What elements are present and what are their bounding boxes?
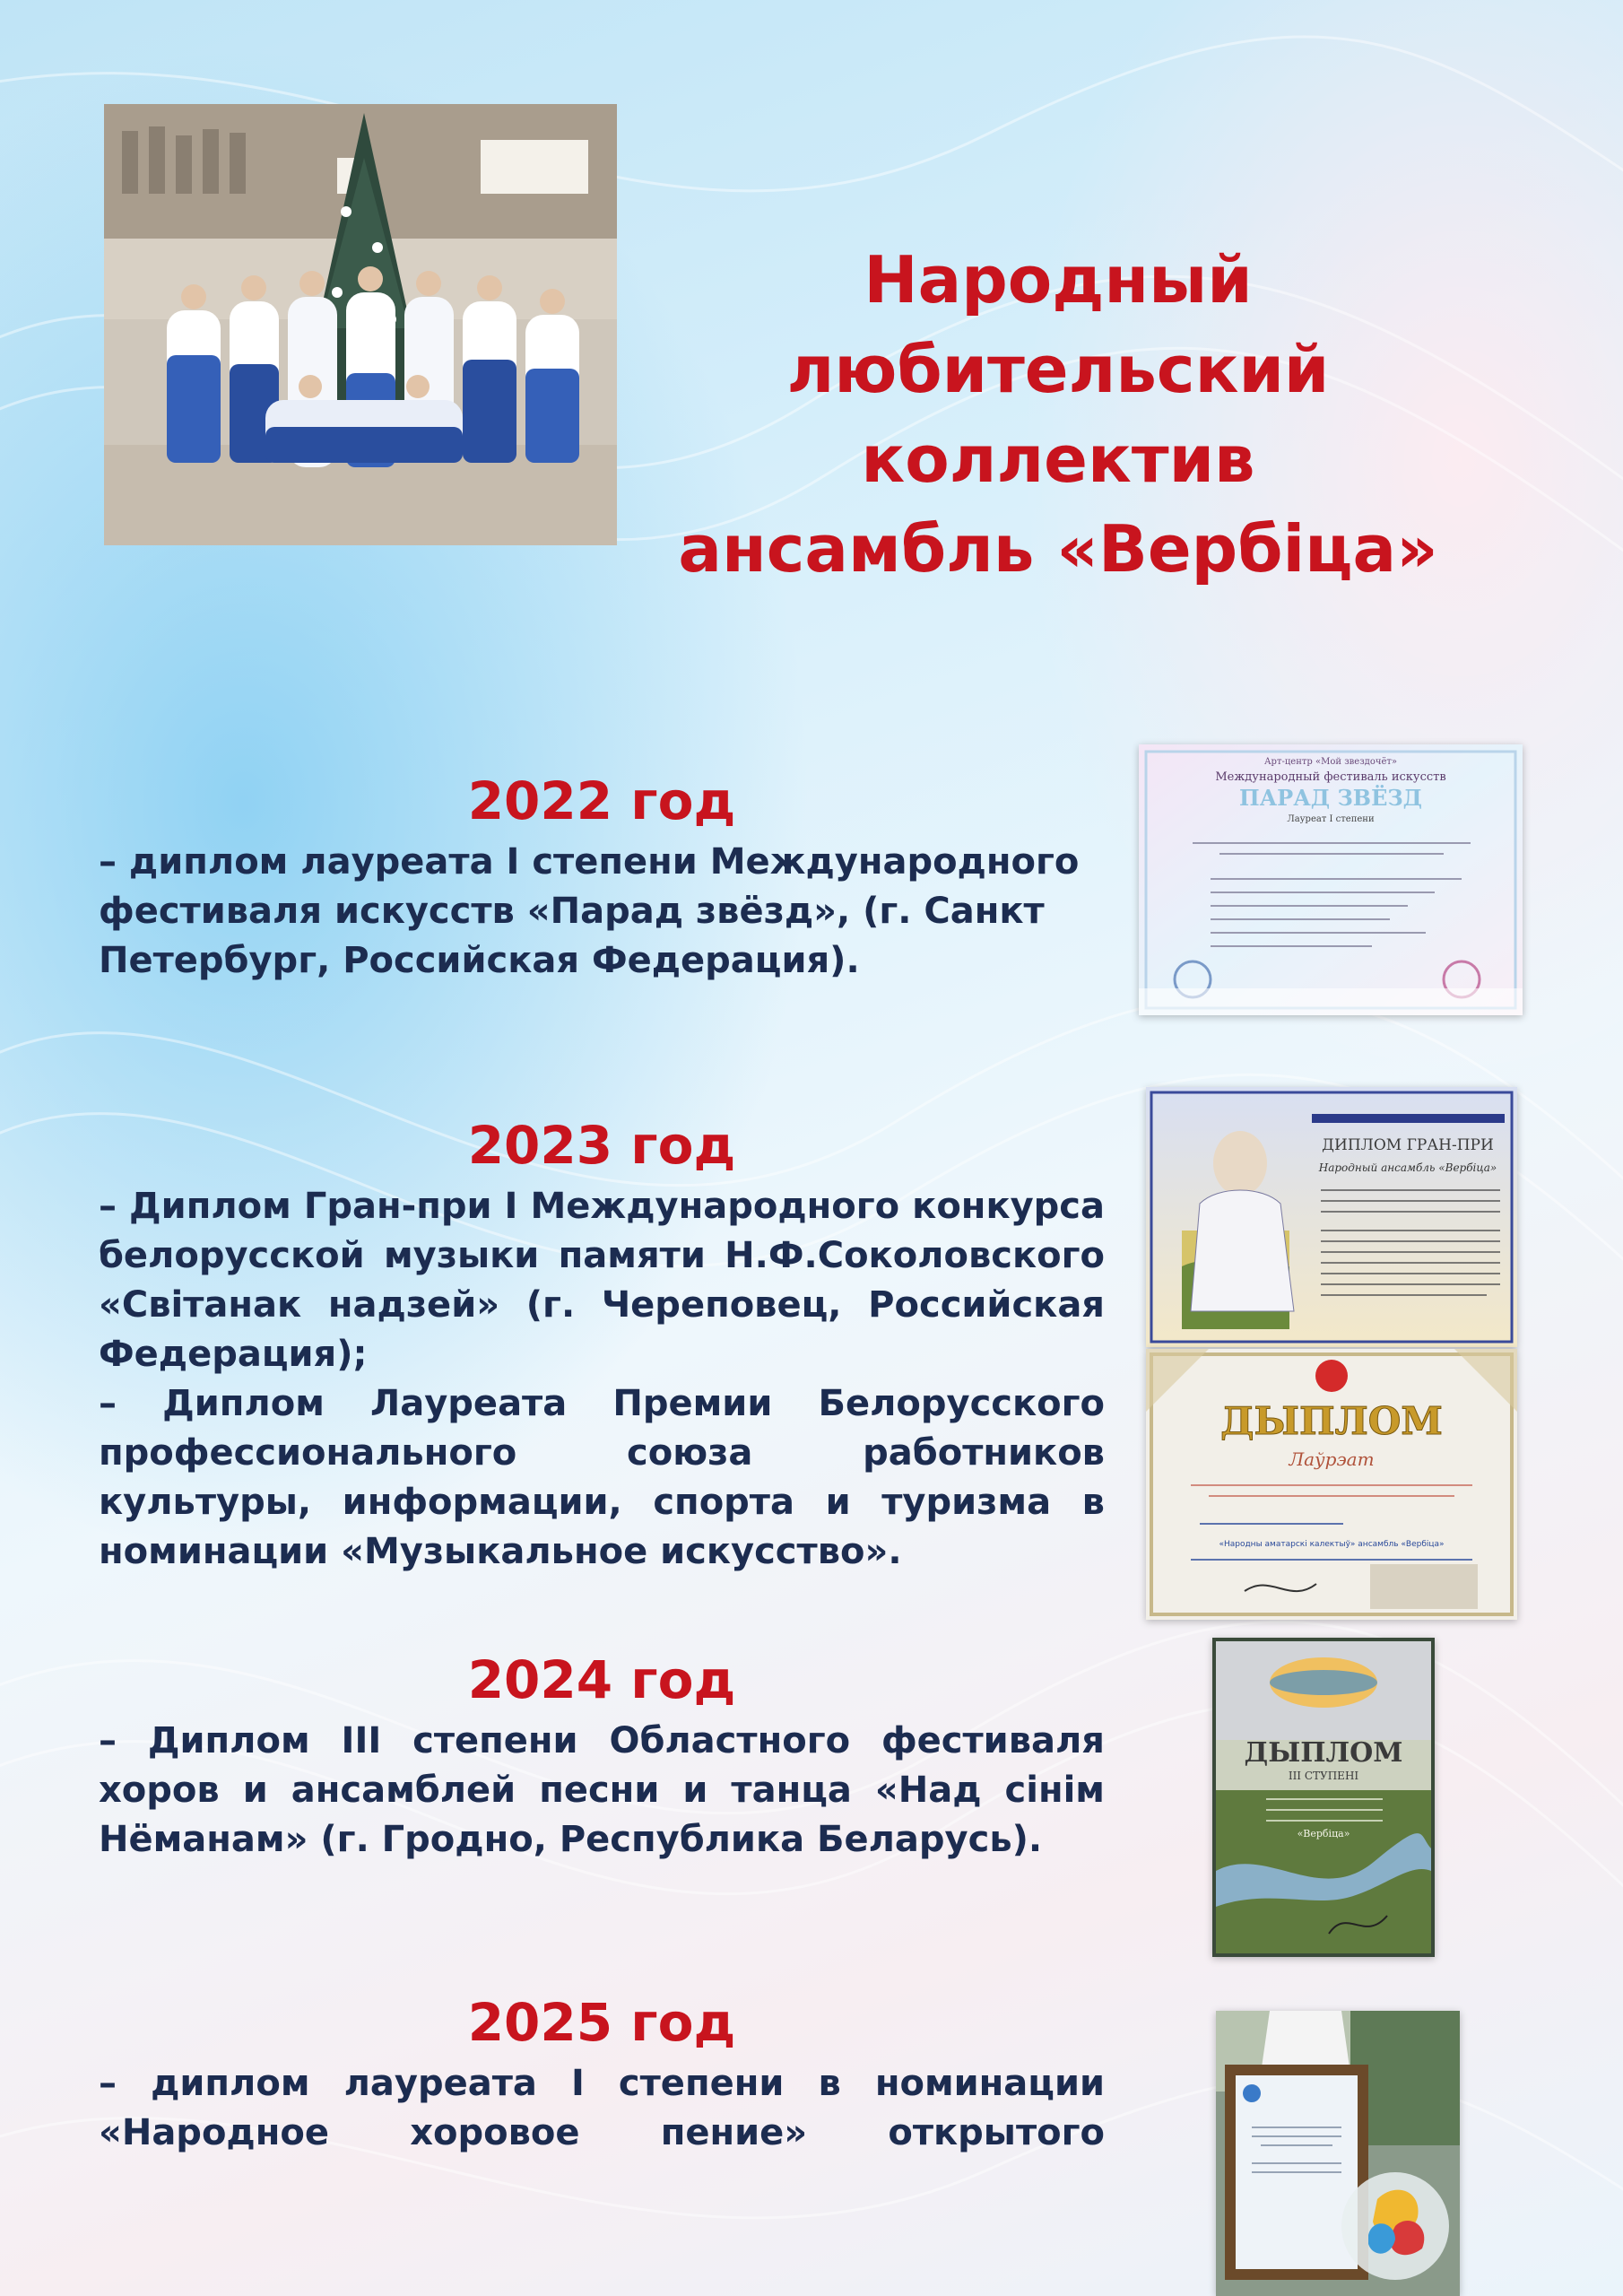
title-line-2: любительский bbox=[786, 332, 1330, 407]
page-title bbox=[628, 235, 1488, 594]
year-heading: 2025 год bbox=[467, 1992, 736, 2053]
diploma-degree: III СТУПЕНІ bbox=[1288, 1770, 1359, 1782]
year-heading: 2022 год bbox=[467, 770, 736, 831]
title-line-1: Народный bbox=[864, 242, 1253, 317]
section-2024 bbox=[99, 1648, 1105, 1865]
diploma-header: Арт-центр «Мой звездочёт» bbox=[1263, 757, 1398, 767]
award-text: – Диплом Гран-при I Международного конкурса белорусской музыки памяти Н.Ф.Соколовского «Світанак надзей» (г. Череповец, Российская Федерация); bbox=[99, 1186, 1105, 1375]
diploma-profsoyuz bbox=[1146, 1349, 1517, 1620]
diploma-nad-sinim-nemanam bbox=[1212, 1638, 1435, 1957]
diploma-recipient: Народный ансамбль «Вербіца» bbox=[1318, 1161, 1497, 1174]
diploma-name: ДЫПЛОМ bbox=[1244, 1737, 1403, 1769]
section-2022 bbox=[99, 770, 1105, 986]
year-heading: 2024 год bbox=[467, 1649, 736, 1710]
diploma-recipient: «Народны аматарскі калектыў» ансамбль «Вербіца» bbox=[1219, 1540, 1445, 1549]
diploma-name: ПАРАД ЗВЁЗД bbox=[1238, 785, 1423, 811]
year-heading: 2023 год bbox=[467, 1115, 736, 1176]
diploma-name: ДЫПЛОМ bbox=[1220, 1399, 1443, 1443]
award-text: – Диплом Лауреата Премии Белорусского профессионального союза работников культуры, информации, спорта и туризма в номинации «Музыкальное искусство». bbox=[99, 1383, 1105, 1572]
diploma-recipient: «Вербіца» bbox=[1297, 1828, 1350, 1839]
diploma-degree: Лаўрэат bbox=[1289, 1448, 1375, 1470]
diploma-gran-pri bbox=[1146, 1087, 1517, 1347]
ensemble-photo bbox=[104, 104, 617, 545]
award-text: – диплом лауреата I степени в номинации «Народное хоровое пение» открытого bbox=[99, 2063, 1105, 2153]
diploma-degree: Лауреат I степени bbox=[1287, 814, 1375, 824]
title-line-4: ансамбль «Вербіца» bbox=[678, 511, 1438, 587]
title-line-3: коллектив bbox=[861, 422, 1255, 497]
section-2023 bbox=[99, 1114, 1105, 1577]
section-2025 bbox=[99, 1991, 1105, 2158]
diploma-frame-photo bbox=[1216, 2011, 1460, 2296]
award-text: – диплом лауреата I степени Международного фестиваля искусств «Парад звёзд», (г. Санкт Петербург, Российская Федерация). bbox=[99, 841, 1080, 981]
award-text: – Диплом III степени Областного фестиваля хоров и ансамблей песни и танца «Над сінім Нёманам» (г. Гродно, Республика Беларусь). bbox=[99, 1720, 1105, 1860]
diploma-parad-zvezd bbox=[1139, 744, 1523, 1015]
diploma-subheader: Международный фестиваль искусств bbox=[1215, 770, 1446, 784]
diploma-name: ДИПЛОМ ГРАН-ПРИ bbox=[1322, 1136, 1494, 1154]
